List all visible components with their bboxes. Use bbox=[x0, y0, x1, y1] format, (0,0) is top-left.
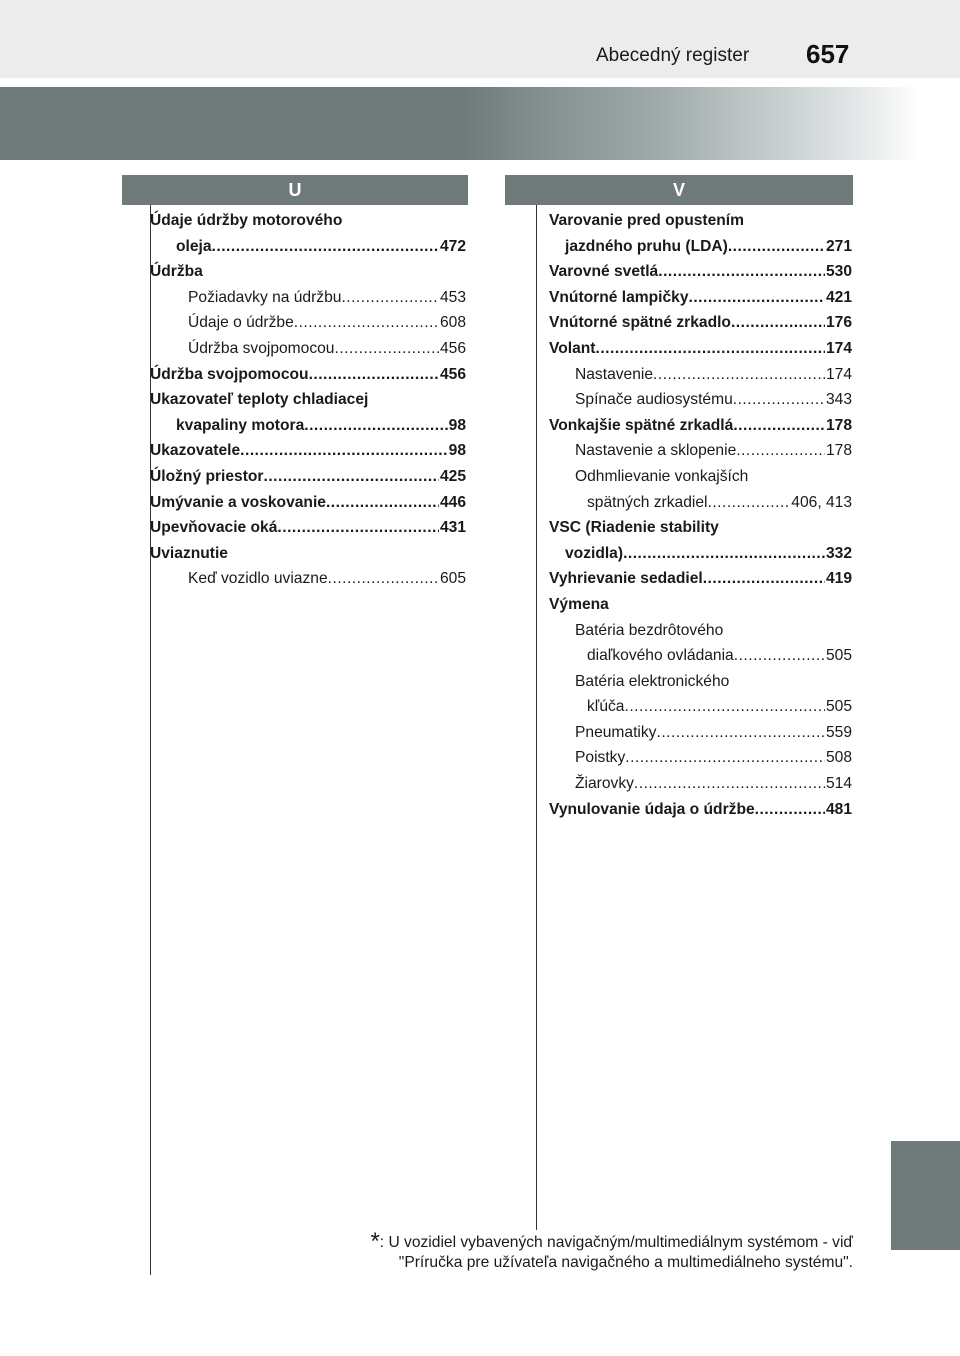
dot-leader bbox=[596, 336, 825, 362]
index-entry-page: 514 bbox=[825, 775, 852, 793]
index-entry-page: 421 bbox=[825, 288, 852, 306]
index-entry-term: Údržba bbox=[150, 263, 203, 281]
index-entry-term: Údaje o údržbe bbox=[188, 314, 294, 332]
index-entry bbox=[150, 566, 466, 592]
index-entry bbox=[549, 490, 852, 516]
index-entry-term: Pneumatiky bbox=[575, 723, 657, 741]
index-entry bbox=[549, 285, 852, 311]
index-entry-term: Vonkajšie spätné zrkadlá bbox=[549, 416, 734, 434]
index-column-v bbox=[549, 208, 852, 822]
dot-leader bbox=[658, 259, 825, 285]
index-entry-page: 505 bbox=[825, 647, 852, 665]
index-entry-page: 472 bbox=[439, 237, 466, 255]
index-entry bbox=[549, 259, 852, 285]
index-entry bbox=[150, 541, 466, 567]
dot-leader bbox=[731, 310, 825, 336]
index-entry-page: 508 bbox=[825, 749, 852, 767]
index-entry bbox=[150, 336, 466, 362]
index-entry bbox=[549, 694, 852, 720]
index-entry bbox=[150, 259, 466, 285]
index-entry-term: VSC (Riadenie stability bbox=[549, 519, 719, 537]
index-entry bbox=[549, 669, 852, 695]
footnote-marker: * bbox=[370, 1228, 380, 1255]
index-entry-page: 98 bbox=[448, 442, 466, 460]
dot-leader bbox=[294, 310, 439, 336]
index-entry bbox=[549, 438, 852, 464]
dot-leader bbox=[277, 515, 439, 541]
index-entry bbox=[150, 490, 466, 516]
index-entry bbox=[549, 336, 852, 362]
index-entry-page: 505 bbox=[825, 698, 852, 716]
index-entry-term: Požiadavky na údržbu bbox=[188, 288, 342, 306]
dot-leader bbox=[733, 413, 825, 439]
index-entry-term: jazdného pruhu (LDA) bbox=[565, 237, 728, 255]
index-entry-page: 178 bbox=[825, 416, 852, 434]
index-entry bbox=[549, 592, 852, 618]
dot-leader bbox=[334, 336, 438, 362]
index-entry-page: 178 bbox=[825, 442, 852, 460]
index-entry bbox=[150, 438, 466, 464]
index-entry-term: Vnútorné lampičky bbox=[549, 288, 689, 306]
dot-leader bbox=[703, 566, 825, 592]
index-entry-term: diaľkového ovládania bbox=[587, 647, 734, 665]
footnote-text-1: : U vozidiel vybavených navigačným/multimediálnym systémom - viď bbox=[379, 1234, 853, 1251]
header-bar bbox=[0, 0, 960, 78]
index-entry bbox=[150, 413, 466, 439]
index-entry bbox=[549, 771, 852, 797]
index-entry-term: kľúča bbox=[587, 698, 625, 716]
index-entry-term: Upevňovacie oká bbox=[150, 519, 278, 537]
column-divider-middle bbox=[536, 205, 537, 1230]
index-entry-term: Umývanie a voskovanie bbox=[150, 493, 326, 511]
index-entry-page: 481 bbox=[825, 800, 852, 818]
dot-leader bbox=[728, 234, 825, 260]
section-header-u: U bbox=[122, 175, 468, 205]
index-entry-page: 559 bbox=[825, 723, 852, 741]
index-entry-page: 605 bbox=[439, 570, 466, 588]
index-entry-page: 456 bbox=[439, 365, 466, 383]
decorative-gradient-band bbox=[0, 87, 960, 160]
dot-leader bbox=[733, 387, 825, 413]
index-entry-term: Ukazovatele bbox=[150, 442, 241, 460]
index-entry-term: Varovné svetlá bbox=[549, 263, 659, 281]
dot-leader bbox=[264, 464, 439, 490]
index-entry-page: 419 bbox=[825, 570, 852, 588]
index-entry bbox=[549, 413, 852, 439]
index-entry bbox=[150, 208, 466, 234]
index-entry-page: 174 bbox=[825, 339, 852, 357]
index-entry bbox=[549, 643, 852, 669]
index-entry bbox=[549, 387, 852, 413]
index-entry bbox=[549, 618, 852, 644]
dot-leader bbox=[625, 745, 825, 771]
dot-leader bbox=[309, 362, 439, 388]
dot-leader bbox=[341, 285, 439, 311]
dot-leader bbox=[755, 797, 825, 823]
index-entry-term: kvapaliny motora bbox=[176, 416, 305, 434]
index-entry-term: Varovanie pred opustením bbox=[549, 212, 744, 229]
index-entry-page: 176 bbox=[825, 314, 852, 332]
index-entry-term: Nastavenie bbox=[575, 365, 654, 383]
index-entry-term: Volant bbox=[549, 339, 596, 357]
dot-leader bbox=[328, 566, 439, 592]
dot-leader bbox=[623, 541, 825, 567]
index-entry-term: Batéria bezdrôtového bbox=[575, 621, 724, 639]
index-entry-term: oleja bbox=[176, 237, 212, 255]
index-entry bbox=[150, 515, 466, 541]
dot-leader bbox=[212, 234, 439, 260]
section-header-v: V bbox=[505, 175, 853, 205]
index-entry-term: Ukazovateľ teploty chladiacej bbox=[150, 391, 369, 409]
index-entry-page: 98 bbox=[448, 416, 466, 434]
index-entry-page: 425 bbox=[439, 467, 466, 485]
index-entry-term: Spínače audiosystému bbox=[575, 391, 733, 409]
index-entry bbox=[549, 310, 852, 336]
index-entry bbox=[549, 541, 852, 567]
index-entry-term: Úložný priestor bbox=[150, 467, 264, 485]
index-entry bbox=[549, 464, 852, 490]
dot-leader bbox=[734, 643, 825, 669]
index-entry bbox=[549, 745, 852, 771]
section-title: Abecedný register bbox=[596, 45, 750, 66]
index-entry-term: Nastavenie a sklopenie bbox=[575, 442, 737, 460]
index-entry bbox=[549, 797, 852, 823]
index-entry bbox=[150, 362, 466, 388]
index-entry-page: 406, 413 bbox=[791, 493, 852, 511]
index-entry bbox=[150, 464, 466, 490]
index-entry bbox=[549, 566, 852, 592]
dot-leader bbox=[656, 720, 824, 746]
index-entry-term: Batéria elektronického bbox=[575, 672, 730, 690]
index-entry-term: Uviaznutie bbox=[150, 544, 228, 562]
dot-leader bbox=[689, 285, 825, 311]
index-entry-page: 332 bbox=[825, 544, 852, 562]
index-entry-term: Údaje údržby motorového bbox=[150, 212, 343, 229]
dot-leader bbox=[240, 438, 447, 464]
index-entry-page: 608 bbox=[439, 314, 466, 332]
dot-leader bbox=[304, 413, 447, 439]
index-entry bbox=[549, 208, 852, 234]
index-side-tab bbox=[891, 1141, 960, 1250]
index-entry-term: Údržba svojpomocou bbox=[188, 339, 335, 357]
index-entry-page: 453 bbox=[439, 288, 466, 306]
dot-leader bbox=[736, 438, 825, 464]
index-entry-term: Vynulovanie údaja o údržbe bbox=[549, 800, 755, 818]
index-entry bbox=[150, 285, 466, 311]
index-entry bbox=[549, 515, 852, 541]
index-entry-term: Odhmlievanie vonkajších bbox=[575, 467, 749, 485]
dot-leader bbox=[634, 771, 825, 797]
index-entry-page: 271 bbox=[825, 237, 852, 255]
index-entry-term: Keď vozidlo uviazne bbox=[188, 570, 328, 588]
index-entry-page: 446 bbox=[439, 493, 466, 511]
index-column-u bbox=[150, 208, 466, 592]
index-entry-term: Vyhrievanie sedadiel bbox=[549, 570, 703, 588]
index-entry-term: Výmena bbox=[549, 595, 609, 613]
page-number: 657 bbox=[806, 39, 850, 69]
index-entry bbox=[150, 387, 466, 413]
index-entry-term: Údržba svojpomocou bbox=[150, 365, 309, 383]
index-entry-page: 456 bbox=[439, 339, 466, 357]
index-entry-page: 174 bbox=[825, 365, 852, 383]
index-entry-page: 431 bbox=[439, 519, 466, 537]
index-entry-term: vozidla) bbox=[565, 544, 624, 562]
index-entry bbox=[150, 234, 466, 260]
dot-leader bbox=[707, 490, 790, 516]
index-entry-term: Poistky bbox=[575, 749, 626, 767]
index-entry-term: Vnútorné spätné zrkadlo bbox=[549, 314, 731, 332]
footnote bbox=[370, 1228, 853, 1273]
index-entry-page: 343 bbox=[825, 391, 852, 409]
index-entry-page: 530 bbox=[825, 263, 852, 281]
index-entry bbox=[549, 234, 852, 260]
index-entry-term: Žiarovky bbox=[575, 775, 634, 793]
dot-leader bbox=[625, 694, 825, 720]
index-entry bbox=[549, 720, 852, 746]
footnote-line-2: "Príručka pre užívateľa navigačného a multimediálneho systému". bbox=[398, 1254, 853, 1271]
dot-leader bbox=[653, 362, 825, 388]
index-entry-term: spätných zrkadiel bbox=[587, 493, 708, 511]
index-entry bbox=[549, 362, 852, 388]
index-entry bbox=[150, 310, 466, 336]
dot-leader bbox=[326, 490, 439, 516]
footnote-line-1 bbox=[370, 1228, 853, 1255]
